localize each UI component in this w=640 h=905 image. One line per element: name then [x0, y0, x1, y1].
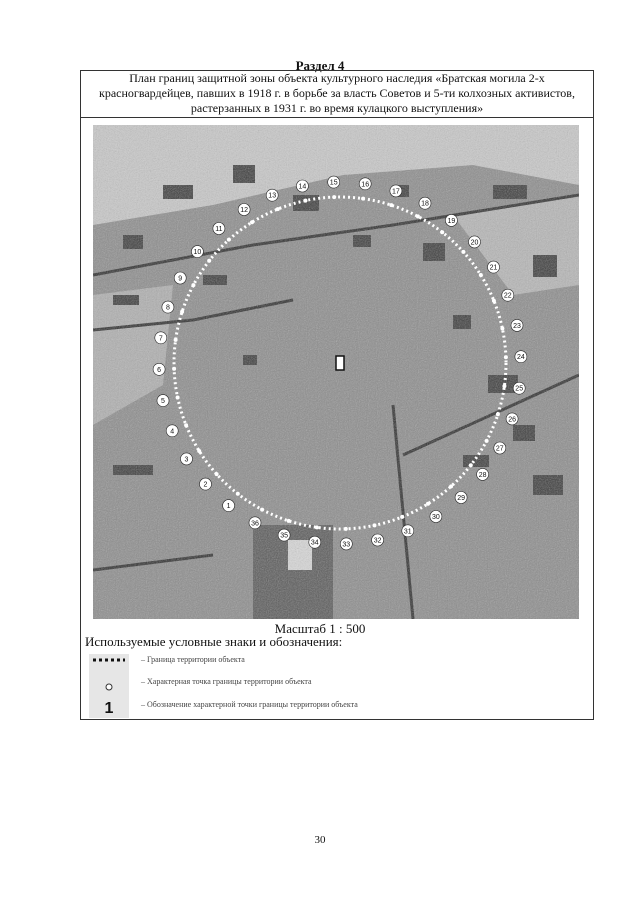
legend-text-boundary: – Граница территории объекта [141, 655, 245, 664]
point-number-label: 6 [157, 366, 162, 374]
legend-symbol-number: 1 [104, 700, 114, 717]
boundary-point [479, 273, 483, 277]
boundary-point [236, 492, 240, 496]
point-number-label: 19 [447, 217, 456, 225]
point-number-label: 2 [203, 481, 208, 489]
boundary-point [332, 195, 336, 199]
point-number-label: 21 [489, 264, 498, 272]
point-number-label: 33 [342, 541, 351, 549]
legend-title: Используемые условные знаки и обозначения: [85, 634, 343, 649]
boundary-point [496, 412, 500, 416]
boundary-point [461, 250, 465, 254]
boundary-point [389, 203, 393, 207]
boundary-point [502, 384, 506, 388]
point-number-label: 7 [158, 335, 163, 343]
point-icon [89, 676, 129, 698]
point-number-label: 25 [515, 385, 524, 393]
boundary-point [184, 423, 188, 427]
boundary-point [180, 310, 184, 314]
boundary-point [373, 523, 377, 527]
point-number-label: 18 [421, 200, 429, 208]
page-number: 30 [314, 834, 326, 846]
point-number-label: 27 [495, 445, 504, 453]
point-number-label: 23 [513, 322, 521, 330]
boundary-point [469, 463, 473, 467]
point-number-label: 10 [193, 249, 202, 257]
boundary-point [492, 299, 496, 303]
boundary-point [260, 508, 264, 512]
dotted-line-icon [89, 654, 129, 676]
boundary-point [449, 484, 453, 488]
map-scale: Масштаб 1 : 500 [274, 621, 366, 636]
legend-text-point: – Характерная точка границы территории объекта [141, 677, 312, 686]
boundary-point [227, 238, 231, 242]
boundary-point [361, 197, 365, 201]
boundary-point [485, 439, 489, 443]
boundary-point [172, 367, 176, 371]
point-number-label: 24 [517, 354, 525, 362]
point-number-label: 1 [226, 503, 231, 511]
monument-marker [336, 356, 344, 370]
point-number-label: 16 [361, 181, 370, 189]
point-number-label: 31 [403, 528, 412, 536]
boundary-point [426, 502, 430, 506]
point-number-label: 20 [470, 239, 479, 247]
plan-caption [81, 71, 593, 116]
aerial-map [93, 125, 579, 619]
point-number-label: 32 [373, 537, 382, 545]
point-number-label: 9 [178, 275, 183, 283]
boundary-point [400, 515, 404, 519]
boundary-point [416, 214, 420, 218]
boundary-point [215, 472, 219, 476]
caption-divider [81, 117, 593, 118]
point-number-label: 17 [392, 188, 400, 196]
point-number-label: 12 [240, 207, 248, 214]
boundary-point [276, 207, 280, 211]
boundary-point [197, 449, 201, 453]
boundary-point [287, 519, 291, 523]
point-number-label: 30 [432, 514, 440, 521]
point-number-label: 22 [503, 292, 512, 300]
legend-item-point-number [89, 696, 579, 722]
boundary-point [315, 525, 319, 529]
point-number-label: 29 [457, 495, 465, 502]
point-number-label: 26 [508, 416, 516, 424]
map-texture [93, 125, 579, 619]
point-number-label: 36 [251, 520, 259, 528]
point-number-label: 5 [161, 398, 165, 406]
section-heading: Раздел 4 [295, 58, 345, 73]
point-number-label: 15 [329, 179, 338, 187]
legend-text-point-number: – Обозначение характерной точки границы территории объекта [141, 700, 358, 709]
caption-line-2: красногвардейцев, павших в 1918 г. в борьбе за власть Советов и 5-ти колхозных активистов, [99, 86, 575, 100]
point-number-label: 3 [184, 456, 189, 464]
boundary-point [207, 259, 211, 263]
point-number-icon [89, 696, 129, 718]
point-number-label: 14 [298, 183, 307, 191]
boundary-point [500, 327, 504, 331]
boundary-point [174, 338, 178, 342]
point-number-label: 35 [280, 532, 288, 540]
boundary-point [250, 220, 254, 224]
boundary-point [304, 199, 308, 203]
boundary-point [344, 527, 348, 531]
point-number-label: 28 [478, 471, 487, 479]
caption-line-3: растерзанных в 1931 г. во время кулацкого выступления» [190, 101, 484, 115]
boundary-point [504, 355, 508, 359]
point-number-label: 8 [165, 304, 170, 312]
point-number-label: 13 [268, 192, 277, 200]
boundary-point [191, 283, 195, 287]
caption-line-1: План границ защитной зоны объекта культурного наследия «Братская могила 2-х [129, 71, 545, 85]
boundary-point [176, 396, 180, 400]
boundary-point [440, 230, 444, 234]
point-number-label: 34 [310, 539, 319, 547]
point-number-label: 4 [170, 428, 175, 436]
point-number-label: 11 [215, 226, 223, 233]
